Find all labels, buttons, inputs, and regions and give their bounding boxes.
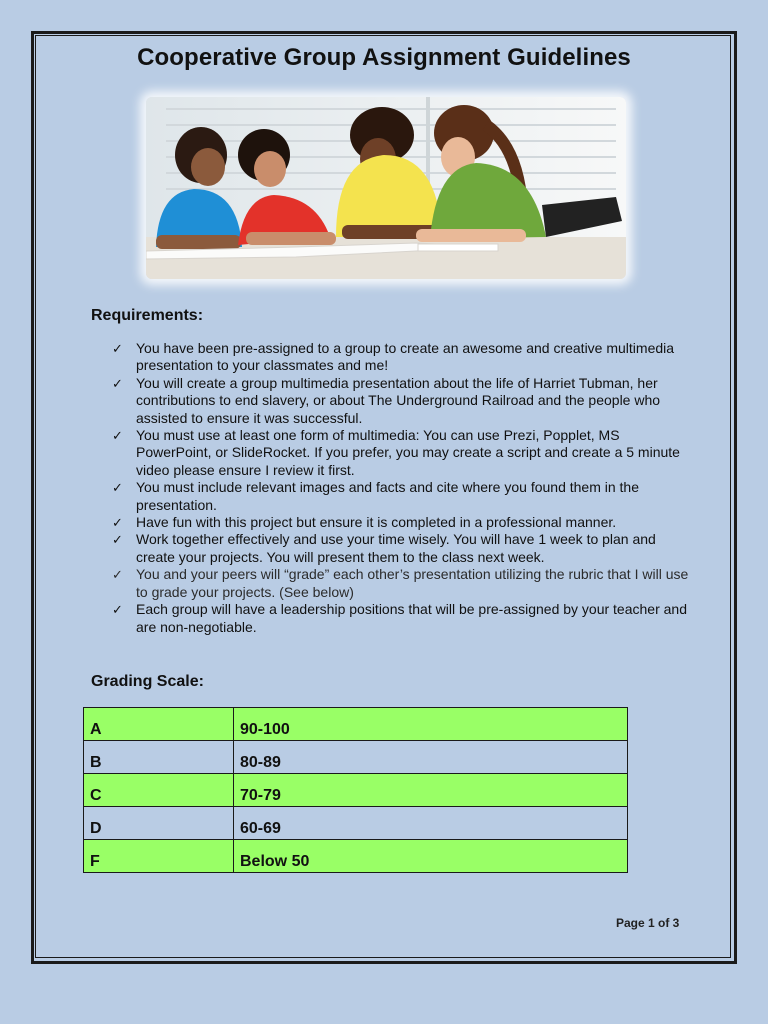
table-row: [84, 708, 628, 741]
requirement-text: Each group will have a leadership positions that will be pre-assigned by your teacher and are non-negotiable.: [136, 601, 687, 635]
requirements-heading: Requirements:: [91, 307, 204, 324]
requirement-item: [112, 566, 692, 601]
table-row: [84, 807, 628, 840]
requirement-text: You must include relevant images and facts and cite where you found them in the presentation.: [136, 479, 640, 513]
page-number: Page 1 of 3: [616, 916, 680, 930]
grade-range-cell: 60-69: [234, 807, 628, 840]
grade-letter-cell: D: [84, 807, 234, 840]
table-row: [84, 840, 628, 873]
grade-range-cell: 70-79: [234, 774, 628, 807]
requirement-item: [112, 427, 692, 479]
grade-range-cell: 80-89: [234, 741, 628, 774]
grade-letter-cell: B: [84, 741, 234, 774]
check-icon: ✓: [112, 567, 123, 583]
requirement-item: [112, 601, 692, 636]
check-icon: ✓: [112, 428, 123, 444]
requirement-text: Have fun with this project but ensure it is completed in a professional manner.: [136, 514, 617, 531]
check-icon: ✓: [112, 375, 123, 391]
check-icon: ✓: [112, 341, 123, 356]
table-row: [84, 741, 628, 774]
requirement-item: [112, 514, 692, 531]
requirement-text: You and your peers will “grade” each other’s presentation utilizing the rubric that I will use to grade your projects. (See below): [136, 566, 689, 600]
requirement-text: You must use at least one form of multimedia: You can use Prezi, Popplet, MS PowerPoint, or SlideRocket. If you prefer, you may create a script and create a 5 minute video please ensure I review it first.: [136, 427, 680, 478]
grade-letter-cell: A: [84, 708, 234, 741]
grade-range-cell: 90-100: [234, 708, 628, 741]
check-icon: ✓: [112, 602, 123, 618]
grade-letter-cell: C: [84, 774, 234, 807]
grade-letter-cell: F: [84, 840, 234, 873]
grading-scale-table: [83, 707, 628, 873]
grading-scale-heading: Grading Scale:: [91, 673, 204, 690]
requirement-item: [112, 375, 692, 427]
check-icon: ✓: [112, 532, 123, 548]
requirement-text: Work together effectively and use your time wisely. You will have 1 week to plan and create your projects. You will present them to the class next week.: [136, 531, 656, 565]
photo-illustration: [146, 97, 626, 279]
table-row: [84, 774, 628, 807]
requirement-item: [112, 340, 692, 375]
requirement-item: [112, 479, 692, 514]
check-icon: ✓: [112, 480, 123, 496]
requirement-text: You will create a group multimedia presentation about the life of Harriet Tubman, her contributions to end slavery, or about The Underground Railroad and the people who assisted to ensure it was successful.: [136, 374, 661, 426]
requirement-item: [112, 531, 692, 566]
girls-reading-photo: [146, 97, 626, 279]
check-icon: ✓: [112, 515, 123, 531]
requirement-text: You have been pre-assigned to a group to create an awesome and creative multimedia presentation to your classmates and me!: [136, 340, 675, 374]
requirements-list: [112, 340, 692, 636]
document-title: Cooperative Group Assignment Guidelines: [137, 44, 631, 71]
grade-range-cell: Below 50: [234, 840, 628, 873]
